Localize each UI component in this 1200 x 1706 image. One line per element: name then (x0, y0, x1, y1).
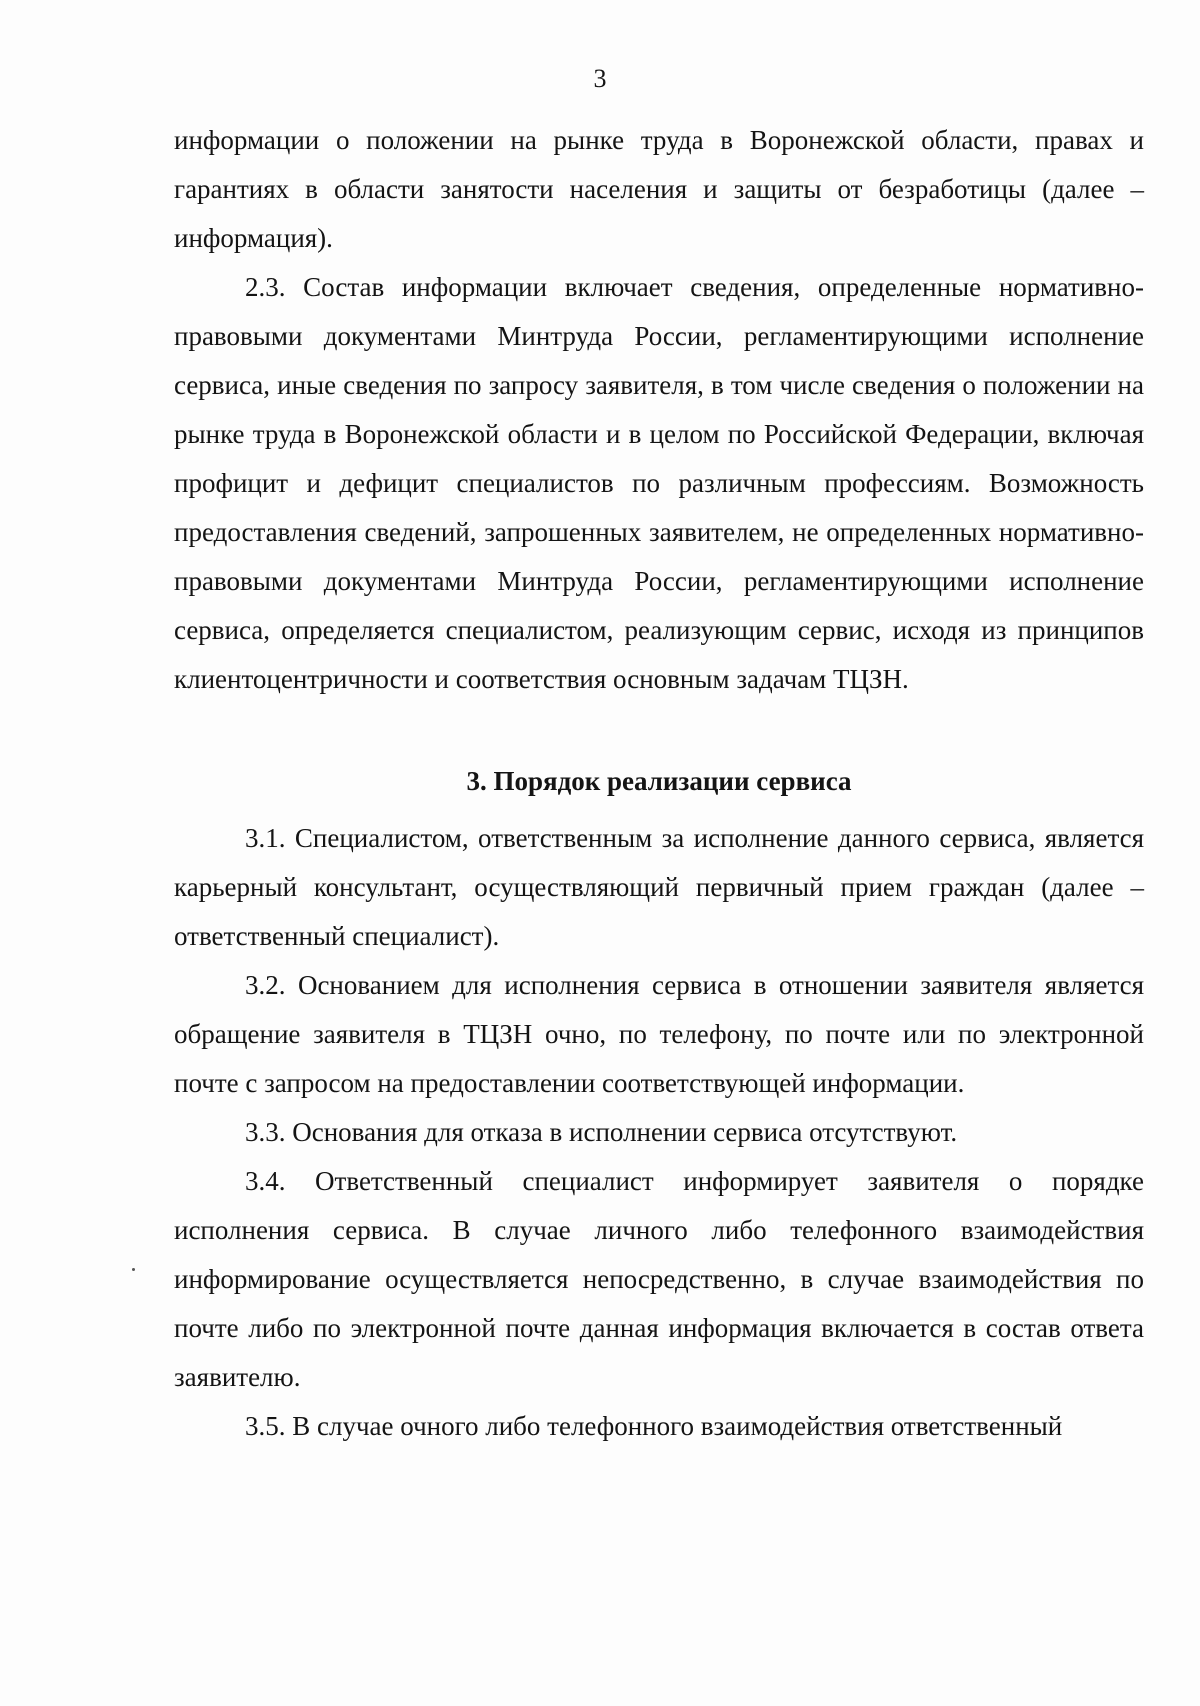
scan-speck (132, 1268, 135, 1271)
paragraph-3-4: 3.4. Ответственный специалист информирует заявителя о порядке исполнения сервиса. В случае личного либо телефонного взаимодействия информирование осуществляется непосредственно, в случае взаимодействия по почте либо по электронной почте данная информация включается в состав ответа заявителю. (174, 1166, 1144, 1392)
page-number: 3 (593, 64, 607, 93)
paragraph-3-5: 3.5. В случае очного либо телефонного взаимодействия ответственный (245, 1411, 1063, 1441)
paragraph-3-1: 3.1. Специалистом, ответственным за исполнение данного сервиса, является карьерный консультант, осуществляющий первичный прием граждан (далее – ответственный специалист). (174, 823, 1144, 951)
paragraph-3-2: 3.2. Основанием для исполнения сервиса в отношении заявителя является обращение заявителя в ТЦЗН очно, по телефону, по почте или по электронной почте с запросом на предоставлении соответствующей информации. (174, 970, 1144, 1098)
document-body (174, 116, 1144, 1451)
paragraph-2-3: 2.3. Состав информации включает сведения, определенные нормативно-правовыми документами Минтруда России, регламентирующими исполнение сервиса, иные сведения по запросу заявителя, в том числе сведения о положении на рынке труда в Воронежской области и в целом по Российской Федерации, включая профицит и дефицит специалистов по различным профессиям. Возможность предоставления сведений, запрошенных заявителем, не определенных нормативно-правовыми документами Минтруда России, регламентирующими исполнение сервиса, определяется специалистом, реализующим сервис, исходя из принципов клиентоцентричности и соответствия основным задачам ТЦЗН. (174, 272, 1144, 694)
paragraph-intro-continuation: информации о положении на рынке труда в Воронежской области, правах и гарантиях в области занятости населения и защиты от безработицы (далее – информация). (174, 125, 1144, 253)
paragraph-3-3: 3.3. Основания для отказа в исполнении сервиса отсутствуют. (245, 1117, 958, 1147)
section-heading-3: 3. Порядок реализации сервиса (466, 766, 852, 796)
